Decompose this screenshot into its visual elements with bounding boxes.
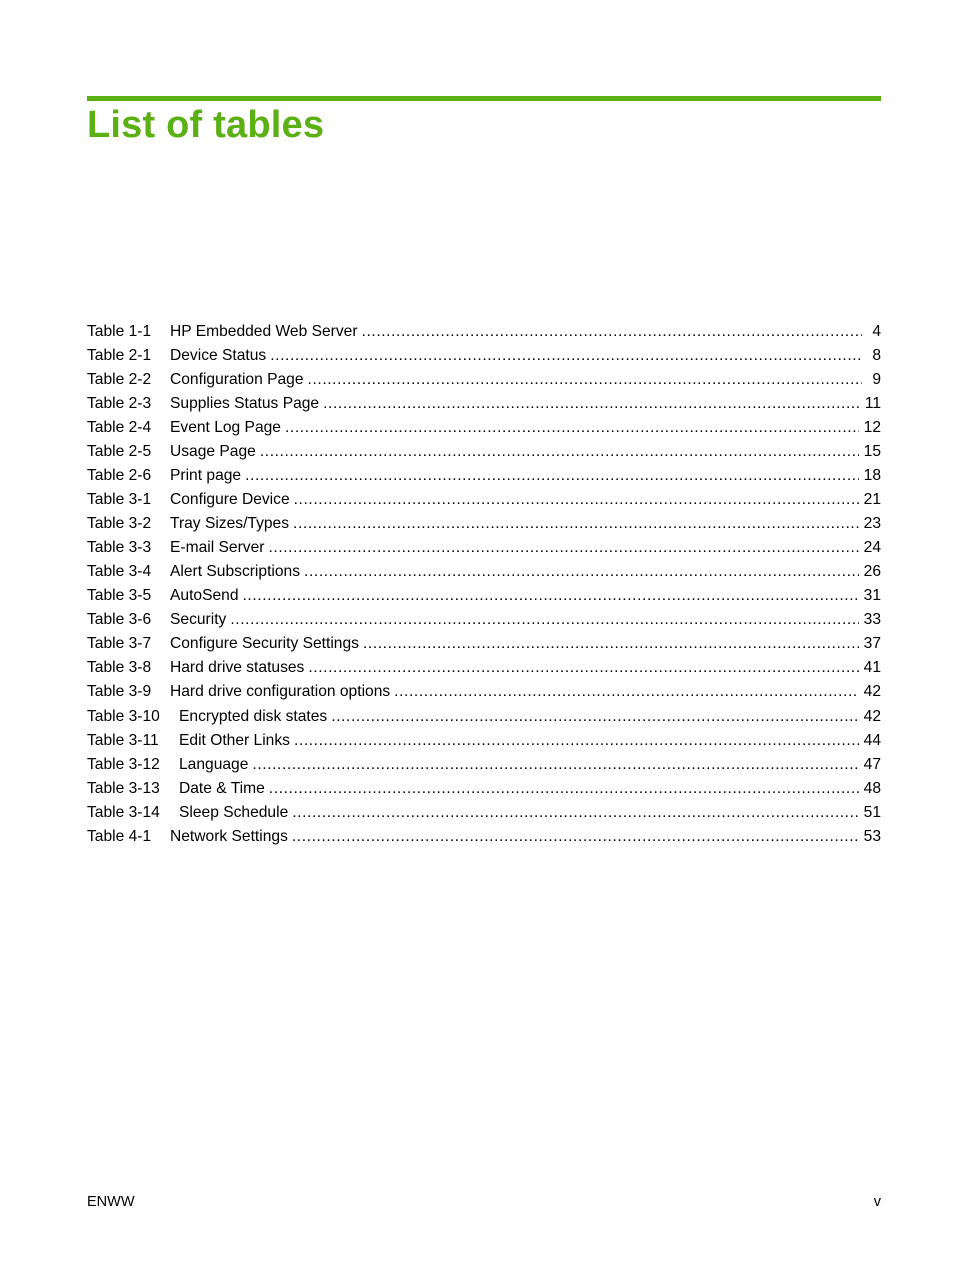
toc-entry-number: Table 3-4 xyxy=(87,563,152,580)
toc-entry[interactable] xyxy=(87,392,881,416)
toc-entry[interactable] xyxy=(87,632,881,656)
dot-leader xyxy=(285,416,859,440)
toc-entry-page: 24 xyxy=(863,539,881,556)
toc-entry-number: Table 3-2 xyxy=(87,515,152,532)
toc-entry[interactable] xyxy=(87,656,881,680)
dot-leader xyxy=(292,801,858,825)
toc-entry-number: Table 3-6 xyxy=(87,611,152,628)
toc-entry-number: Table 3-5 xyxy=(87,587,152,604)
toc-entry[interactable] xyxy=(87,488,881,512)
toc-entry[interactable] xyxy=(87,344,881,368)
toc-entry-title: Encrypted disk states xyxy=(179,708,328,725)
toc-entry[interactable] xyxy=(87,777,881,801)
toc-entry-page: 41 xyxy=(863,659,881,676)
dot-leader xyxy=(331,705,858,729)
toc-entry-number: Table 2-3 xyxy=(87,395,152,412)
toc-entry[interactable] xyxy=(87,705,881,729)
toc-entry-number: Table 3-1 xyxy=(87,491,152,508)
toc-entry-title: Hard drive statuses xyxy=(170,659,305,676)
toc-entry-page: 53 xyxy=(863,828,881,845)
toc-entry-number: Table 3-8 xyxy=(87,659,152,676)
toc-entry-number: Table 2-1 xyxy=(87,347,152,364)
toc-entry[interactable] xyxy=(87,512,881,536)
toc-entry-number: Table 2-6 xyxy=(87,467,152,484)
toc-entry[interactable] xyxy=(87,680,881,704)
toc-entry-title: Edit Other Links xyxy=(179,732,290,749)
toc-entry-title: E-mail Server xyxy=(170,539,265,556)
dot-leader xyxy=(362,320,862,344)
toc-entry[interactable] xyxy=(87,753,881,777)
toc-entry-page: 12 xyxy=(863,419,881,436)
dot-leader xyxy=(243,584,859,608)
toc-entry-title: Usage Page xyxy=(170,443,256,460)
toc-entry[interactable] xyxy=(87,536,881,560)
dot-leader xyxy=(260,440,859,464)
toc-entry-title: Configure Device xyxy=(170,491,290,508)
dot-leader xyxy=(245,464,859,488)
toc-entry-title: Hard drive configuration options xyxy=(170,683,391,700)
toc-entry-number: Table 3-10 xyxy=(87,708,160,725)
toc-entry-number: Table 1-1 xyxy=(87,323,152,340)
dot-leader xyxy=(230,608,858,632)
toc-entry-number: Table 3-12 xyxy=(87,756,160,773)
toc-entry[interactable] xyxy=(87,368,881,392)
toc-entry-page: 42 xyxy=(863,708,881,725)
dot-leader xyxy=(292,825,859,849)
toc-entry-page: 4 xyxy=(872,323,881,340)
toc-entry-page: 23 xyxy=(863,515,881,532)
toc-entry-page: 42 xyxy=(863,683,881,700)
toc-entry[interactable] xyxy=(87,440,881,464)
toc-entry-page: 33 xyxy=(863,611,881,628)
toc-entry[interactable] xyxy=(87,608,881,632)
page-title: List of tables xyxy=(87,104,325,146)
toc-entry-title: Network Settings xyxy=(170,828,288,845)
toc-entry-page: 51 xyxy=(863,804,881,821)
toc-entry[interactable] xyxy=(87,416,881,440)
toc-entry-title: Device Status xyxy=(170,347,267,364)
dot-leader xyxy=(308,368,862,392)
toc-entry-page: 21 xyxy=(863,491,881,508)
dot-leader xyxy=(294,488,859,512)
toc-entry-page: 37 xyxy=(863,635,881,652)
toc-entry-title: Supplies Status Page xyxy=(170,395,320,412)
toc-entry-page: 26 xyxy=(863,563,881,580)
toc-entry[interactable] xyxy=(87,801,881,825)
toc-entry[interactable] xyxy=(87,560,881,584)
toc-entry-title: AutoSend xyxy=(170,587,239,604)
toc-entry-page: 31 xyxy=(863,587,881,604)
toc-entry-title: Date & Time xyxy=(179,780,265,797)
dot-leader xyxy=(252,753,858,777)
toc-entry-page: 18 xyxy=(863,467,881,484)
toc-entry-number: Table 3-3 xyxy=(87,539,152,556)
dot-leader xyxy=(293,512,859,536)
toc-entry-number: Table 3-7 xyxy=(87,635,152,652)
dot-leader xyxy=(308,656,858,680)
toc-entry[interactable] xyxy=(87,464,881,488)
toc-entry[interactable] xyxy=(87,729,881,753)
dot-leader xyxy=(323,392,860,416)
footer-doc-code: ENWW xyxy=(87,1194,135,1210)
toc-entry-number: Table 3-11 xyxy=(87,732,159,749)
dot-leader xyxy=(363,632,859,656)
dot-leader xyxy=(304,560,859,584)
toc-entry-page: 9 xyxy=(872,371,881,388)
dot-leader xyxy=(269,777,859,801)
dot-leader xyxy=(268,536,858,560)
toc-entry-title: Configuration Page xyxy=(170,371,304,388)
toc-entry-page: 8 xyxy=(872,347,881,364)
toc-entry-number: Table 2-2 xyxy=(87,371,152,388)
toc-entry-page: 11 xyxy=(864,395,881,412)
toc-entry-title: Security xyxy=(170,611,227,628)
toc-entry-title: Event Log Page xyxy=(170,419,281,436)
dot-leader xyxy=(394,680,858,704)
toc-entry-number: Table 2-4 xyxy=(87,419,152,436)
toc-entry[interactable] xyxy=(87,320,881,344)
toc-entry-number: Table 3-13 xyxy=(87,780,160,797)
toc-entry-title: Language xyxy=(179,756,249,773)
toc-entry-title: HP Embedded Web Server xyxy=(170,323,358,340)
toc-entry[interactable] xyxy=(87,825,881,849)
toc-entry-number: Table 2-5 xyxy=(87,443,152,460)
toc-entry-page: 48 xyxy=(863,780,881,797)
toc-entry-number: Table 4-1 xyxy=(87,828,152,845)
footer-page-number: v xyxy=(873,1194,881,1210)
toc-entry-number: Table 3-14 xyxy=(87,804,160,821)
toc-entry[interactable] xyxy=(87,584,881,608)
toc-entry-title: Print page xyxy=(170,467,242,484)
toc-entry-title: Sleep Schedule xyxy=(179,804,289,821)
dot-leader xyxy=(270,344,862,368)
toc-entry-page: 15 xyxy=(863,443,881,460)
toc-entry-page: 44 xyxy=(863,732,881,749)
toc-entry-page: 47 xyxy=(863,756,881,773)
toc-entry-title: Configure Security Settings xyxy=(170,635,359,652)
toc-entry-title: Alert Subscriptions xyxy=(170,563,301,580)
toc-entry-number: Table 3-9 xyxy=(87,683,152,700)
dot-leader xyxy=(294,729,859,753)
toc-entry-title: Tray Sizes/Types xyxy=(170,515,290,532)
